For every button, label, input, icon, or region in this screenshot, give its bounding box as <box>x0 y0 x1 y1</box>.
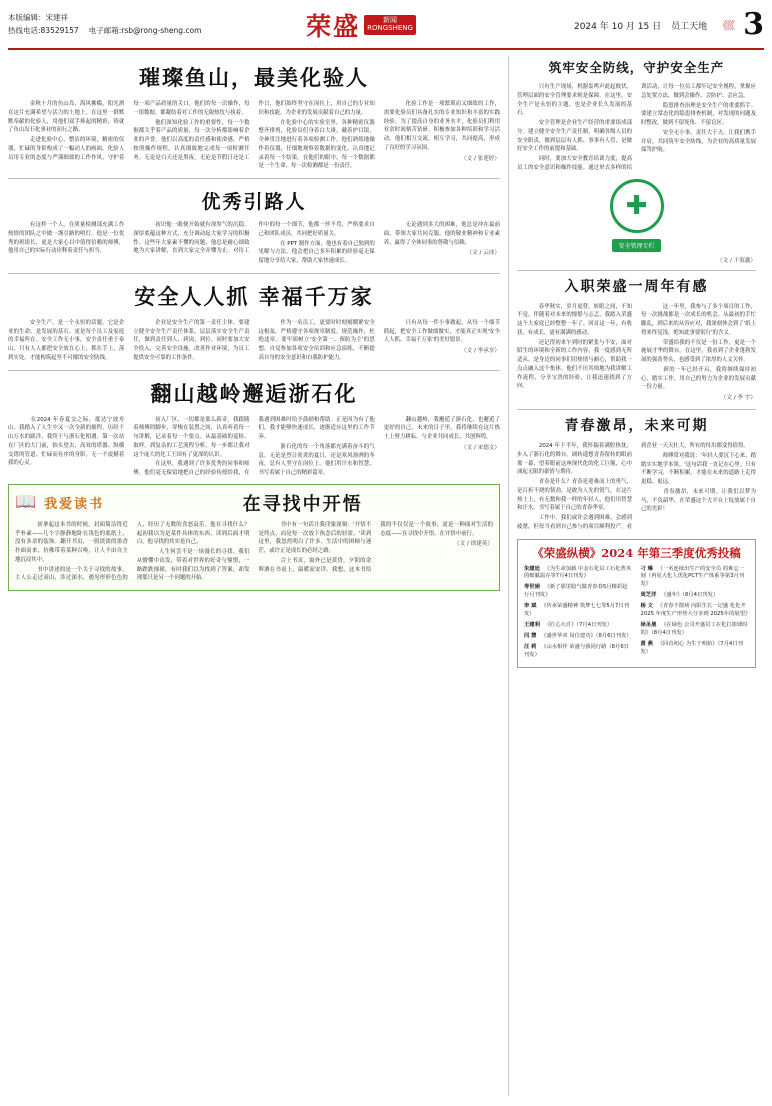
article-body <box>8 221 500 266</box>
award-work: 《为生命加载 中金石化员工石化菁英的细腻温存等7月4日刊发》 <box>524 565 632 580</box>
article-title: 优秀引路人 <box>201 191 307 213</box>
column-i-love-reading <box>8 484 500 591</box>
award-entry <box>641 566 750 590</box>
paragraph: 安全生产，是一个永恒的话题。它是企业的生命，是发展的基石，更是每个员工及家庭的幸福所在。安全工作无小事，安全责任重于泰山，只有人人都把安全放在心上，抓在手上，落到实处，才能构筑起坚不可摧的安全防线。 <box>8 319 125 361</box>
paragraph: 在 PPT 制作方面，他也有着自己独到的见解与方法。他会把自己多年积累的经验毫无保留地分享给大家，帮助大家快速成长。 <box>258 240 375 264</box>
award-entry <box>524 603 633 619</box>
article-byline: （文 / 李承享） <box>460 348 500 354</box>
article-ruzhi-yizhounian <box>517 276 756 404</box>
article-title: 在寻找中开悟 <box>242 493 363 515</box>
masthead <box>8 6 764 50</box>
award-entry <box>524 566 633 582</box>
paragraph: 在2024 年春夏交之际，抵达宁波舟山，我踏入了人生中又一次全新的旅程。历经千山万水的跋涉，我终于与浙石化相遇。第一次站在厂区的大门前，抬头望去，高耸的塔器、纵横交错的管道、忙碌而有序的身影，无一不震撼着我的心灵。 <box>8 416 125 467</box>
award-work: 《新了那里隐气做青春春5月精彩起行月刊发》 <box>524 584 628 599</box>
divider <box>8 370 500 371</box>
article-youxiu-yinluren <box>8 187 500 266</box>
article-body <box>8 100 500 171</box>
divider <box>8 178 500 179</box>
paragraph: 作为一名员工，更要时时刻刻绷紧安全这根弦，严格遵守各项规章制度，规范操作，杜绝违章。要牢固树立'安全第一、预防为主'的思想，自觉参加各项安全培训和应急演练，不断提高自身的安全意识和自我防护能力。 <box>258 319 375 361</box>
section-name: 员工天地 <box>671 21 708 32</box>
article-byline: （文 / 宋德文） <box>460 444 500 451</box>
article-zhulao-anquan <box>517 58 756 264</box>
issue-date: 2024 年 10 月 15 日 <box>573 21 662 32</box>
article-title: 翻山越岭邂逅浙石化 <box>150 380 358 406</box>
paragraph: 翻山越岭，我邂逅了浙石化，也邂逅了更好的自己。未来的日子里，我将继续在这片热土上努力耕耘，与企业共同成长，共创辉煌。 <box>383 416 500 440</box>
award-work: 《回首初心 为生于明始》（7月4日刊发） <box>640 641 743 655</box>
editor-line: 本版编辑：宋建祥 <box>8 13 68 23</box>
paragraph: 初识他一眼便开始就有深厚气的沉稳，深厚底蕴这种方式，充分调动起大家学习的积极性。这些年大家素不懂的问题，他总是耐心细致地为大家讲解，直到大家完全弄懂为止。对待工作中的每一个细节，他都一丝不苟，严格要求自己和团队成员，共同把好质量关。 <box>133 222 375 255</box>
awards-list <box>524 566 749 662</box>
paragraph: 有这样一个人，在质量检测部充满工作热情的团队之中做一盏引路的明灯。他是一位优秀的班组长，更是大家心目中值得信赖的师傅，他用自己的实际行动诠释着责任与担当。 <box>8 222 125 255</box>
paragraph: 安全无小事，责任大于天。让我们携手并肩，共同筑牢安全防线，为企业的高质量发展保驾护航。 <box>641 129 756 154</box>
paragraph: 安全管理是企业生产经营的重要组成部分。建立健全安全生产责任制，明确各级人员的安全职责，做到层层有人抓、事事有人管，是做好安全工作的前提和基础。 <box>517 120 632 153</box>
paragraph: 师傅常对我说：'年轻人要沉下心来，踏踏实实地学本领。'这句话我一直记在心里。只有不断学习，不断积累，才能在未来的道路上走得更稳、更远。 <box>641 452 756 486</box>
award-author: 寿世娟 <box>524 584 540 591</box>
award-entry <box>641 592 750 600</box>
award-author: 朱建廷 <box>524 565 540 572</box>
article-qingchun-jiang <box>517 415 756 532</box>
paragraph: 走进化验中心，整洁的环境，精密的仪器，忙碌的身影构成了一幅动人的画面。化验人员用专业的态度与严谨细致的工作作风，守护着每一项产品质量的关口。他们的每一次操作，每一组数据，都凝结着对工作的无限热忱与执着。 <box>8 101 250 161</box>
award-author: 闫 慧 <box>524 633 537 640</box>
paragraph: 工作中，我们或许会遇到困难，会感到疲惫，但每当看到自己参与的项目顺利投产，看到企业一天天壮大，所有的付出都变得值得。 <box>517 443 749 530</box>
paragraph: 还记得初来乍到时的紧张与不安，面对陌生的环境和全新的工作内容，我一度感到无所适从。是身边的同事们用热情与耐心，帮助我一点点融入这个集体。他们不厌其烦地为我讲解工作流程，分享宝贵的经验，让我迅速找到了方向。 <box>517 339 632 390</box>
award-work: 《在绿色 公司开盛员工在化打篮球时的》（8月4日刊发） <box>640 622 748 637</box>
paragraph: 企业是安全生产的第一责任主体。要建立健全安全生产责任体系，层层落实安全生产责任，做到责任到人、到岗、到位。同时要加大安全投入，完善安全设施，改善作业环境，为员工提供安全可靠的工作条件。 <box>133 319 250 361</box>
safety-cross-icon: ✚ <box>610 179 664 233</box>
article-fanshan-yueling <box>8 378 500 478</box>
award-work: 《盛世华章 岗位建功》（8月6日刊发） <box>541 633 632 640</box>
paragraph: 在化验中心的实验室里，各种精密仪器整齐排列，化验员们身着白大褂，戴着护目镜，全神贯注地进行着各项检测工作。他们熟练地操作着仪器，仔细地观察着数据的变化，认真地记录着每一个结果。在他们的眼中，每一个数据都是一个生命，每一次检测都是一份责任。 <box>258 119 375 170</box>
safety-emblem <box>517 179 756 252</box>
award-author: 刁 琳 <box>640 565 653 572</box>
left-column <box>8 56 500 1096</box>
award-author: 李 斌 <box>524 603 537 610</box>
paragraph: 人生何尝不是一场漫长的寻找。我们从懵懂中出发，带着对世界的好奇与憧憬，一路跌跌撞撞。有时我们以为找到了答案，却发现那只是另一个问题的开始。 <box>136 549 250 582</box>
award-entry <box>524 644 633 660</box>
paragraph: 青春激昂，未来可期。让我们以梦为马，不负韶华，在荣盛这个大平台上绽放属于自己的光彩！ <box>641 488 756 513</box>
article-byline: （文 / 于海鑫） <box>716 257 756 264</box>
award-work: 《青春不散场 向阳生长一记盛 化化开 2025 年度生产形势大分享到 2025年的展望》 <box>640 603 751 618</box>
emblem-label: 安全管理专栏 <box>612 239 660 252</box>
article-body <box>517 303 756 404</box>
brand-badge-line1: 新闻 <box>383 16 397 25</box>
hotline: 热线电话:83529157 <box>8 26 79 35</box>
paragraph: 初拿起这本书的时候，封面简洁得近乎朴素——几个字静静地卧在浅色的底纸上，没有多余的装饰。翻开书页，一股淡淡的墨香扑面而来，仿佛带着某种召唤，让人不由自主地沉浸其中。 <box>15 521 128 563</box>
paragraph: 在这里，我遇到了许多优秀的同事和师傅。他们毫无保留地把自己的经验传授给我，在我遇到困难时给予鼓励和帮助。正是因为有了他们，我才能够快速成长，逐渐适应这里的工作节奏。 <box>133 416 375 476</box>
article-title: 璀璨鱼山，最美化验人 <box>139 65 369 90</box>
paragraph: 合上书页，窗外已是黄昏。夕阳的余晖洒在书桌上，温暖而安详。我想，这本书给我的不仅仅是一个故事，更是一种面对生活的态度——在寻找中开悟，在开悟中前行。 <box>258 521 493 573</box>
award-entry <box>641 622 750 638</box>
article-title: 青春激昂，未来可期 <box>564 418 709 435</box>
book-icon: 📖 <box>15 492 37 513</box>
chevron-left-icon: 《《《 <box>717 19 734 32</box>
award-entry <box>524 584 633 600</box>
column-label: 我爱读书 <box>44 497 105 513</box>
readbox-header <box>15 490 493 516</box>
paragraph: 无论遇到多大的困难，他总是冲在最前面，带领大家共同克服。他的敬业精神和专业素养，赢得了全体同事的尊敬与信赖。 <box>383 222 500 246</box>
paragraph: 2024 年下半年，我怀揣着满腔热忱，步入了浙石化的舞台。调转遥想青春留转的眼前那一幕，望着眼前这座现代化的化工巨舰，心中涌起无限的豪情与期待。 <box>517 443 632 476</box>
award-author: 黄 燕 <box>640 641 653 648</box>
paragraph: 只有生产现场，机器轰鸣声此起彼伏，管理层面的安全管理要求则是保障。在这里，安全生产是永恒的主题，也是企业长久发展的基石。 <box>517 84 632 117</box>
masthead-meta <box>504 7 764 42</box>
paragraph: 这一年里，我参与了多个项目的工作，每一次挑战都是一次成长的机会。从最初的手忙脚乱，到后来的从容应对，我深刻体会到了'纸上得来终觉浅，绝知此事要躬行'的含义。 <box>641 303 756 336</box>
brand-badge-line2: RONGSHENG <box>367 24 413 32</box>
paragraph: 金秋十月的鱼山岛，海风拂槛，阳光洒在这片充满希望与活力的土地上。在这里一群默默奉献的化验人，用他们双手捧起的精彩，铸就了鱼山岛石化事业的而行之路。 <box>8 101 125 134</box>
article-body <box>8 416 500 478</box>
article-body <box>517 442 756 532</box>
awards-box <box>517 539 756 669</box>
award-entry <box>524 622 633 630</box>
article-byline: （文 / 李 宇） <box>720 395 756 401</box>
divider <box>8 273 500 274</box>
article-body <box>8 319 500 363</box>
article-title: 安全人人抓 幸福千万家 <box>134 283 374 309</box>
paragraph: 书中讲述的是一个关于寻找的故事。主人公走过高山，涉过深水，遇见形形色色的人，经历了无数的喜怒哀乐。他在寻找什么？起初我以为是某件具体的东西，读到后面才明白，他寻找的其实是自己。 <box>15 521 250 582</box>
award-author: 周芝洋 <box>640 592 657 599</box>
paragraph: 青春是什么？青春是迎难而上的勇气，是百折不挠的韧劲，是敢为人先的锐气。在这片热土上，有无数和我一样的年轻人，他们用智慧和汗水，书写着属于自己的青春华章。 <box>517 479 632 512</box>
award-author: 汪 莉 <box>524 644 537 651</box>
paragraph: 浙石化的每一个角落都充满着奋斗的气息。无论是烈日炎炎的夏日，还是寒风凛冽的冬夜，总有人坚守在岗位上。他们用汗水和智慧，书写着属于自己的精彩篇章。 <box>258 443 375 476</box>
paragraph: 书中有一句话让我印象深刻：'开悟不是终点，而是每一次放下执念后的轻盈。'读到这里，我忽然明白了许多。生活中的困顿与迷茫，或许正是成长的必经之路。 <box>258 521 372 554</box>
article-byline: （文 / 云冰） <box>466 250 500 257</box>
article-byline: （文 / 张莲婷） <box>460 155 500 162</box>
paragraph: 同时，要加大安全教育培训力度，提高员工的安全意识和操作技能。通过形式多样的培训活动，让每一位员工都牢记安全规程，掌握应急处置方法，做到会操作、会防护、会应急。 <box>517 84 756 171</box>
paragraph: 春华秋实，岁月更替，转眼之间，不知不觉，伴随着对未来的憧憬与忐忑，我踏入荣盛这个大家庭已经整整一年了。回首这一年，有收获，有成长，更有满满的感动。 <box>517 303 632 336</box>
award-entry <box>524 633 633 641</box>
award-author: 徐圣晟 <box>640 622 657 629</box>
paragraph: 他们深知化验工作的重要性，每一个数据都关乎着产品的质量，每一次分析都影响着企业的声誉。他们以高度的责任感和使命感，严格按照操作规程，认真细致地完成每一项检测任务。无论是白天还是黑夜，无论是节假日还是工作日，他们始终坚守在岗位上，用自己的专业知识和技能，为企业的发展贡献着自己的力量。 <box>133 101 375 161</box>
award-work: 《传承荣盛精神 筑梦七七等5月7日刊发） <box>524 603 630 618</box>
award-author: 杨 文 <box>640 603 653 610</box>
award-work: 《一名连续出生产的安全员 的难忘一刻（再见大化人优化PCT生产体系等第3月刊发》 <box>640 565 745 588</box>
brand-badge <box>364 15 416 34</box>
article-byline: （文 / 徐建英） <box>453 541 493 548</box>
email: 电子邮箱:rsb@rong-sheng.com <box>88 26 202 35</box>
award-work: 《匠心大自》（7月4日刊发） <box>544 622 613 629</box>
paragraph: 隐患排查治理是安全生产的重要抓手。要建立常态化的隐患排查机制，对发现的问题及时整改，做到不留死角、不留盲区。 <box>641 102 756 126</box>
award-entry <box>641 641 750 657</box>
paragraph: 新的一年已经开启，我将继续保持初心，踏实工作，用自己的努力为企业的发展贡献一份力量。 <box>641 366 756 391</box>
article-body <box>517 83 756 173</box>
paragraph: 荣盛给我的不仅是一份工作，更是一个施展才华的舞台。在这里，我看到了企业蓬勃发展的强劲势头，也感受到了浓厚的人文关怀。 <box>641 339 756 363</box>
divider <box>517 270 756 271</box>
award-author: 王建利 <box>524 622 540 629</box>
article-cuican-yushan <box>8 62 500 171</box>
brand-logo: 荣盛 <box>306 12 361 41</box>
masthead-info <box>8 12 218 38</box>
paragraph: 化验工作是一项繁琐而又细致的工作，需要化验员们具备扎实的专业知识和丰富的实践经验。为了提高自身的业务水平，化验员们利用业余时间刻苦钻研，积极参加各种培训和学习活动。他们相互交流，相互学习，共同提高，形成了良好的学习氛围。 <box>383 101 500 151</box>
right-column <box>508 56 756 1096</box>
article-anquan-renren-zhua <box>8 281 500 363</box>
page-number: 3 <box>743 7 764 42</box>
article-body <box>15 521 493 583</box>
article-title: 筑牢安全防线，守护安全生产 <box>548 60 725 75</box>
divider <box>517 409 756 410</box>
award-work: 《山水相伴 荣盛与我同行路（8月6日刊发） <box>524 644 630 658</box>
awards-title: 《荣盛纵横》2024 年第三季度优秀投稿 <box>532 545 741 560</box>
award-work: 《盛年》（8月4日刊发） <box>661 592 719 599</box>
article-title: 入职荣盛一周年有感 <box>564 278 709 295</box>
paragraph: 只有从每一件小事做起，从每一个细节抓起，把安全工作做细做实，才能真正实现'安全人人抓、幸福千万家'的美好愿景。 <box>383 319 500 344</box>
masthead-logo-group <box>306 7 416 43</box>
award-entry <box>641 603 750 619</box>
paragraph: 初入厂区，一切都是那么新奇。我跟随着师傅的脚步，穿梭在装置之间，认真听着每一句讲解，记录着每一个要点。从最基础的巡检、取样，到复杂的工艺流程分析，每一步都让我对这个庞大的化工王国有了更深的认识。 <box>133 416 250 458</box>
